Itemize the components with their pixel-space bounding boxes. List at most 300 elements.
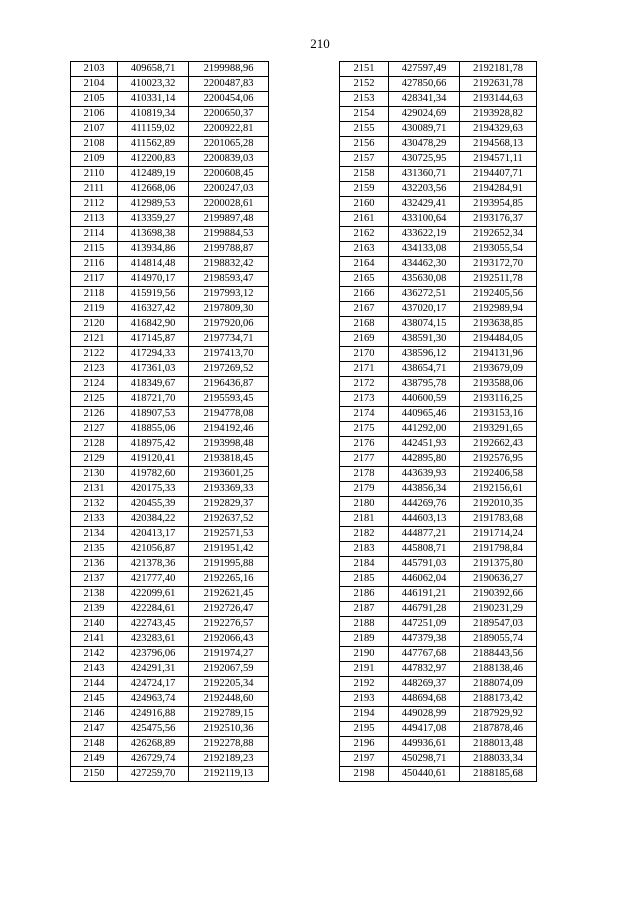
point-number-cell: 2107 — [71, 122, 118, 137]
y-coordinate-cell: 2192066,43 — [189, 632, 269, 647]
y-coordinate-cell: 2194571,11 — [460, 152, 537, 167]
table-row — [71, 182, 269, 197]
point-number-cell: 2153 — [340, 92, 389, 107]
table-row — [71, 407, 269, 422]
point-number-cell: 2164 — [340, 257, 389, 272]
y-coordinate-cell: 2188033,34 — [460, 752, 537, 767]
table-row — [340, 722, 537, 737]
point-number-cell: 2159 — [340, 182, 389, 197]
x-coordinate-cell: 421777,40 — [118, 572, 189, 587]
x-coordinate-cell: 427850,66 — [389, 77, 460, 92]
y-coordinate-cell: 2194131,96 — [460, 347, 537, 362]
y-coordinate-cell: 2192448,60 — [189, 692, 269, 707]
y-coordinate-cell: 2197413,70 — [189, 347, 269, 362]
x-coordinate-cell: 450298,71 — [389, 752, 460, 767]
table-row — [340, 287, 537, 302]
table-row — [340, 737, 537, 752]
point-number-cell: 2111 — [71, 182, 118, 197]
table-row — [340, 347, 537, 362]
y-coordinate-cell: 2199988,96 — [189, 62, 269, 77]
y-coordinate-cell: 2193588,06 — [460, 377, 537, 392]
x-coordinate-cell: 422743,45 — [118, 617, 189, 632]
x-coordinate-cell: 449028,99 — [389, 707, 460, 722]
x-coordinate-cell: 445791,03 — [389, 557, 460, 572]
point-number-cell: 2114 — [71, 227, 118, 242]
x-coordinate-cell: 427259,70 — [118, 767, 189, 782]
y-coordinate-cell: 2194407,71 — [460, 167, 537, 182]
x-coordinate-cell: 412489,19 — [118, 167, 189, 182]
y-coordinate-cell: 2193928,82 — [460, 107, 537, 122]
x-coordinate-cell: 419120,41 — [118, 452, 189, 467]
y-coordinate-cell: 2188013,48 — [460, 737, 537, 752]
point-number-cell: 2137 — [71, 572, 118, 587]
x-coordinate-cell: 417145,87 — [118, 332, 189, 347]
y-coordinate-cell: 2192405,56 — [460, 287, 537, 302]
x-coordinate-cell: 424724,17 — [118, 677, 189, 692]
point-number-cell: 2108 — [71, 137, 118, 152]
y-coordinate-cell: 2188443,56 — [460, 647, 537, 662]
x-coordinate-cell: 438596,12 — [389, 347, 460, 362]
point-number-cell: 2134 — [71, 527, 118, 542]
table-row — [340, 647, 537, 662]
page-number: 210 — [310, 36, 330, 51]
x-coordinate-cell: 420455,39 — [118, 497, 189, 512]
y-coordinate-cell: 2191951,42 — [189, 542, 269, 557]
point-number-cell: 2105 — [71, 92, 118, 107]
point-number-cell: 2160 — [340, 197, 389, 212]
y-coordinate-cell: 2192576,95 — [460, 452, 537, 467]
y-coordinate-cell: 2200650,37 — [189, 107, 269, 122]
table-row — [71, 272, 269, 287]
y-coordinate-cell: 2193638,85 — [460, 317, 537, 332]
x-coordinate-cell: 420175,33 — [118, 482, 189, 497]
point-number-cell: 2170 — [340, 347, 389, 362]
y-coordinate-cell: 2199897,48 — [189, 212, 269, 227]
point-number-cell: 2181 — [340, 512, 389, 527]
x-coordinate-cell: 423796,06 — [118, 647, 189, 662]
x-coordinate-cell: 446191,21 — [389, 587, 460, 602]
x-coordinate-cell: 450440,61 — [389, 767, 460, 782]
table-row — [71, 752, 269, 767]
point-number-cell: 2171 — [340, 362, 389, 377]
x-coordinate-cell: 443639,93 — [389, 467, 460, 482]
x-coordinate-cell: 410331,14 — [118, 92, 189, 107]
y-coordinate-cell: 2193291,65 — [460, 422, 537, 437]
y-coordinate-cell: 2191783,68 — [460, 512, 537, 527]
table-row — [340, 62, 537, 77]
table-row — [71, 572, 269, 587]
x-coordinate-cell: 412989,53 — [118, 197, 189, 212]
y-coordinate-cell: 2187929,92 — [460, 707, 537, 722]
point-number-cell: 2131 — [71, 482, 118, 497]
point-number-cell: 2133 — [71, 512, 118, 527]
x-coordinate-cell: 444269,76 — [389, 497, 460, 512]
y-coordinate-cell: 2192189,23 — [189, 752, 269, 767]
x-coordinate-cell: 441292,00 — [389, 422, 460, 437]
table-row — [71, 392, 269, 407]
x-coordinate-cell: 410023,32 — [118, 77, 189, 92]
y-coordinate-cell: 2197920,06 — [189, 317, 269, 332]
y-coordinate-cell: 2193601,25 — [189, 467, 269, 482]
point-number-cell: 2148 — [71, 737, 118, 752]
table-row — [340, 437, 537, 452]
point-number-cell: 2123 — [71, 362, 118, 377]
point-number-cell: 2188 — [340, 617, 389, 632]
point-number-cell: 2189 — [340, 632, 389, 647]
y-coordinate-cell: 2200454,06 — [189, 92, 269, 107]
table-row — [340, 242, 537, 257]
table-row — [71, 92, 269, 107]
point-number-cell: 2115 — [71, 242, 118, 257]
table-row — [71, 197, 269, 212]
x-coordinate-cell: 449417,08 — [389, 722, 460, 737]
point-number-cell: 2125 — [71, 392, 118, 407]
y-coordinate-cell: 2192637,52 — [189, 512, 269, 527]
point-number-cell: 2151 — [340, 62, 389, 77]
table-row — [71, 602, 269, 617]
point-number-cell: 2162 — [340, 227, 389, 242]
table-row — [340, 752, 537, 767]
y-coordinate-cell: 2192276,57 — [189, 617, 269, 632]
y-coordinate-cell: 2193369,33 — [189, 482, 269, 497]
x-coordinate-cell: 448269,37 — [389, 677, 460, 692]
y-coordinate-cell: 2192119,13 — [189, 767, 269, 782]
point-number-cell: 2150 — [71, 767, 118, 782]
x-coordinate-cell: 413359,27 — [118, 212, 189, 227]
x-coordinate-cell: 435630,08 — [389, 272, 460, 287]
table-row — [71, 677, 269, 692]
y-coordinate-cell: 2200247,03 — [189, 182, 269, 197]
y-coordinate-cell: 2193055,54 — [460, 242, 537, 257]
y-coordinate-cell: 2194778,08 — [189, 407, 269, 422]
point-number-cell: 2132 — [71, 497, 118, 512]
x-coordinate-cell: 416327,42 — [118, 302, 189, 317]
y-coordinate-cell: 2192278,88 — [189, 737, 269, 752]
point-number-cell: 2124 — [71, 377, 118, 392]
point-number-cell: 2176 — [340, 437, 389, 452]
table-row — [340, 77, 537, 92]
x-coordinate-cell: 419782,60 — [118, 467, 189, 482]
point-number-cell: 2146 — [71, 707, 118, 722]
x-coordinate-cell: 413698,38 — [118, 227, 189, 242]
point-number-cell: 2174 — [340, 407, 389, 422]
y-coordinate-cell: 2191995,88 — [189, 557, 269, 572]
y-coordinate-cell: 2193172,70 — [460, 257, 537, 272]
x-coordinate-cell: 414970,17 — [118, 272, 189, 287]
point-number-cell: 2120 — [71, 317, 118, 332]
x-coordinate-cell: 429024,69 — [389, 107, 460, 122]
point-number-cell: 2104 — [71, 77, 118, 92]
x-coordinate-cell: 445808,71 — [389, 542, 460, 557]
y-coordinate-cell: 2195593,45 — [189, 392, 269, 407]
point-number-cell: 2161 — [340, 212, 389, 227]
x-coordinate-cell: 418855,06 — [118, 422, 189, 437]
y-coordinate-cell: 2201065,28 — [189, 137, 269, 152]
x-coordinate-cell: 432429,41 — [389, 197, 460, 212]
x-coordinate-cell: 447832,97 — [389, 662, 460, 677]
y-coordinate-cell: 2192156,61 — [460, 482, 537, 497]
x-coordinate-cell: 427597,49 — [389, 62, 460, 77]
table-row — [71, 122, 269, 137]
y-coordinate-cell: 2192265,16 — [189, 572, 269, 587]
x-coordinate-cell: 449936,61 — [389, 737, 460, 752]
y-coordinate-cell: 2192662,43 — [460, 437, 537, 452]
x-coordinate-cell: 421378,36 — [118, 557, 189, 572]
table-row — [340, 197, 537, 212]
y-coordinate-cell: 2198593,47 — [189, 272, 269, 287]
y-coordinate-cell: 2192726,47 — [189, 602, 269, 617]
table-row — [340, 482, 537, 497]
x-coordinate-cell: 436272,51 — [389, 287, 460, 302]
table-row — [340, 272, 537, 287]
table-row — [71, 212, 269, 227]
x-coordinate-cell: 424916,88 — [118, 707, 189, 722]
point-number-cell: 2141 — [71, 632, 118, 647]
x-coordinate-cell: 444603,13 — [389, 512, 460, 527]
y-coordinate-cell: 2190392,66 — [460, 587, 537, 602]
x-coordinate-cell: 430725,95 — [389, 152, 460, 167]
point-number-cell: 2106 — [71, 107, 118, 122]
point-number-cell: 2194 — [340, 707, 389, 722]
x-coordinate-cell: 438074,15 — [389, 317, 460, 332]
x-coordinate-cell: 425475,56 — [118, 722, 189, 737]
y-coordinate-cell: 2193116,25 — [460, 392, 537, 407]
point-number-cell: 2175 — [340, 422, 389, 437]
table-row — [71, 152, 269, 167]
point-number-cell: 2130 — [71, 467, 118, 482]
x-coordinate-cell: 433622,19 — [389, 227, 460, 242]
y-coordinate-cell: 2192511,78 — [460, 272, 537, 287]
x-coordinate-cell: 409658,71 — [118, 62, 189, 77]
table-row — [340, 497, 537, 512]
y-coordinate-cell: 2194329,63 — [460, 122, 537, 137]
point-number-cell: 2180 — [340, 497, 389, 512]
y-coordinate-cell: 2189547,03 — [460, 617, 537, 632]
y-coordinate-cell: 2192406,58 — [460, 467, 537, 482]
x-coordinate-cell: 448694,68 — [389, 692, 460, 707]
point-number-cell: 2122 — [71, 347, 118, 362]
table-row — [340, 302, 537, 317]
point-number-cell: 2143 — [71, 662, 118, 677]
table-row — [340, 137, 537, 152]
x-coordinate-cell: 412668,06 — [118, 182, 189, 197]
table-row — [340, 332, 537, 347]
table-row — [340, 527, 537, 542]
x-coordinate-cell: 423283,61 — [118, 632, 189, 647]
point-number-cell: 2197 — [340, 752, 389, 767]
y-coordinate-cell: 2200839,03 — [189, 152, 269, 167]
coordinates-table-right-body — [340, 62, 537, 782]
x-coordinate-cell: 418349,67 — [118, 377, 189, 392]
point-number-cell: 2103 — [71, 62, 118, 77]
point-number-cell: 2177 — [340, 452, 389, 467]
coordinates-table-right — [339, 61, 537, 782]
table-row — [340, 107, 537, 122]
point-number-cell: 2157 — [340, 152, 389, 167]
table-row — [71, 497, 269, 512]
table-row — [340, 92, 537, 107]
x-coordinate-cell: 414814,48 — [118, 257, 189, 272]
x-coordinate-cell: 424963,74 — [118, 692, 189, 707]
point-number-cell: 2147 — [71, 722, 118, 737]
table-row — [340, 362, 537, 377]
y-coordinate-cell: 2193954,85 — [460, 197, 537, 212]
y-coordinate-cell: 2188074,09 — [460, 677, 537, 692]
point-number-cell: 2138 — [71, 587, 118, 602]
point-number-cell: 2116 — [71, 257, 118, 272]
x-coordinate-cell: 411159,02 — [118, 122, 189, 137]
point-number-cell: 2190 — [340, 647, 389, 662]
table-row — [340, 407, 537, 422]
table-row — [340, 257, 537, 272]
point-number-cell: 2144 — [71, 677, 118, 692]
table-row — [71, 647, 269, 662]
point-number-cell: 2165 — [340, 272, 389, 287]
point-number-cell: 2140 — [71, 617, 118, 632]
table-row — [340, 602, 537, 617]
x-coordinate-cell: 446062,04 — [389, 572, 460, 587]
table-row — [340, 182, 537, 197]
y-coordinate-cell: 2199788,87 — [189, 242, 269, 257]
point-number-cell: 2139 — [71, 602, 118, 617]
point-number-cell: 2172 — [340, 377, 389, 392]
point-number-cell: 2173 — [340, 392, 389, 407]
point-number-cell: 2187 — [340, 602, 389, 617]
x-coordinate-cell: 410819,34 — [118, 107, 189, 122]
point-number-cell: 2117 — [71, 272, 118, 287]
table-row — [71, 662, 269, 677]
point-number-cell: 2185 — [340, 572, 389, 587]
x-coordinate-cell: 424291,31 — [118, 662, 189, 677]
table-row — [71, 317, 269, 332]
y-coordinate-cell: 2200028,61 — [189, 197, 269, 212]
x-coordinate-cell: 420413,17 — [118, 527, 189, 542]
point-number-cell: 2156 — [340, 137, 389, 152]
x-coordinate-cell: 422284,61 — [118, 602, 189, 617]
x-coordinate-cell: 415919,56 — [118, 287, 189, 302]
point-number-cell: 2142 — [71, 647, 118, 662]
y-coordinate-cell: 2191375,80 — [460, 557, 537, 572]
table-row — [71, 767, 269, 782]
table-row — [340, 662, 537, 677]
y-coordinate-cell: 2188138,46 — [460, 662, 537, 677]
x-coordinate-cell: 440965,46 — [389, 407, 460, 422]
x-coordinate-cell: 416842,90 — [118, 317, 189, 332]
table-row — [340, 572, 537, 587]
y-coordinate-cell: 2196436,87 — [189, 377, 269, 392]
table-row — [71, 722, 269, 737]
table-row — [71, 302, 269, 317]
y-coordinate-cell: 2189055,74 — [460, 632, 537, 647]
x-coordinate-cell: 430478,29 — [389, 137, 460, 152]
table-row — [340, 422, 537, 437]
point-number-cell: 2192 — [340, 677, 389, 692]
y-coordinate-cell: 2200922,81 — [189, 122, 269, 137]
point-number-cell: 2163 — [340, 242, 389, 257]
y-coordinate-cell: 2199884,53 — [189, 227, 269, 242]
table-row — [340, 557, 537, 572]
table-row — [340, 452, 537, 467]
table-row — [340, 587, 537, 602]
point-number-cell: 2183 — [340, 542, 389, 557]
table-row — [340, 632, 537, 647]
y-coordinate-cell: 2200487,83 — [189, 77, 269, 92]
point-number-cell: 2129 — [71, 452, 118, 467]
x-coordinate-cell: 432203,56 — [389, 182, 460, 197]
y-coordinate-cell: 2194192,46 — [189, 422, 269, 437]
point-number-cell: 2179 — [340, 482, 389, 497]
table-row — [71, 707, 269, 722]
y-coordinate-cell: 2197809,30 — [189, 302, 269, 317]
x-coordinate-cell: 418721,70 — [118, 392, 189, 407]
table-row — [340, 692, 537, 707]
x-coordinate-cell: 438591,30 — [389, 332, 460, 347]
y-coordinate-cell: 2192010,35 — [460, 497, 537, 512]
point-number-cell: 2149 — [71, 752, 118, 767]
point-number-cell: 2167 — [340, 302, 389, 317]
y-coordinate-cell: 2191714,24 — [460, 527, 537, 542]
point-number-cell: 2169 — [340, 332, 389, 347]
coordinates-table-left — [70, 61, 269, 782]
point-number-cell: 2136 — [71, 557, 118, 572]
table-row — [71, 287, 269, 302]
y-coordinate-cell: 2192510,36 — [189, 722, 269, 737]
point-number-cell: 2109 — [71, 152, 118, 167]
x-coordinate-cell: 438795,78 — [389, 377, 460, 392]
point-number-cell: 2178 — [340, 467, 389, 482]
y-coordinate-cell: 2191974,27 — [189, 647, 269, 662]
table-row — [71, 512, 269, 527]
table-row — [71, 467, 269, 482]
point-number-cell: 2195 — [340, 722, 389, 737]
point-number-cell: 2198 — [340, 767, 389, 782]
point-number-cell: 2191 — [340, 662, 389, 677]
point-number-cell: 2193 — [340, 692, 389, 707]
y-coordinate-cell: 2197734,71 — [189, 332, 269, 347]
y-coordinate-cell: 2188185,68 — [460, 767, 537, 782]
table-row — [71, 632, 269, 647]
table-row — [71, 542, 269, 557]
y-coordinate-cell: 2193176,37 — [460, 212, 537, 227]
table-row — [71, 482, 269, 497]
point-number-cell: 2113 — [71, 212, 118, 227]
y-coordinate-cell: 2194284,91 — [460, 182, 537, 197]
point-number-cell: 2155 — [340, 122, 389, 137]
y-coordinate-cell: 2193998,48 — [189, 437, 269, 452]
table-row — [71, 527, 269, 542]
y-coordinate-cell: 2187878,46 — [460, 722, 537, 737]
y-coordinate-cell: 2192789,15 — [189, 707, 269, 722]
x-coordinate-cell: 440600,59 — [389, 392, 460, 407]
table-row — [71, 692, 269, 707]
table-row — [340, 617, 537, 632]
point-number-cell: 2166 — [340, 287, 389, 302]
x-coordinate-cell: 426729,74 — [118, 752, 189, 767]
table-row — [71, 737, 269, 752]
point-number-cell: 2154 — [340, 107, 389, 122]
y-coordinate-cell: 2192181,78 — [460, 62, 537, 77]
point-number-cell: 2112 — [71, 197, 118, 212]
table-row — [71, 62, 269, 77]
x-coordinate-cell: 442895,80 — [389, 452, 460, 467]
y-coordinate-cell: 2197269,52 — [189, 362, 269, 377]
x-coordinate-cell: 413934,86 — [118, 242, 189, 257]
y-coordinate-cell: 2194568,13 — [460, 137, 537, 152]
y-coordinate-cell: 2192989,94 — [460, 302, 537, 317]
point-number-cell: 2196 — [340, 737, 389, 752]
x-coordinate-cell: 442451,93 — [389, 437, 460, 452]
table-row — [340, 677, 537, 692]
